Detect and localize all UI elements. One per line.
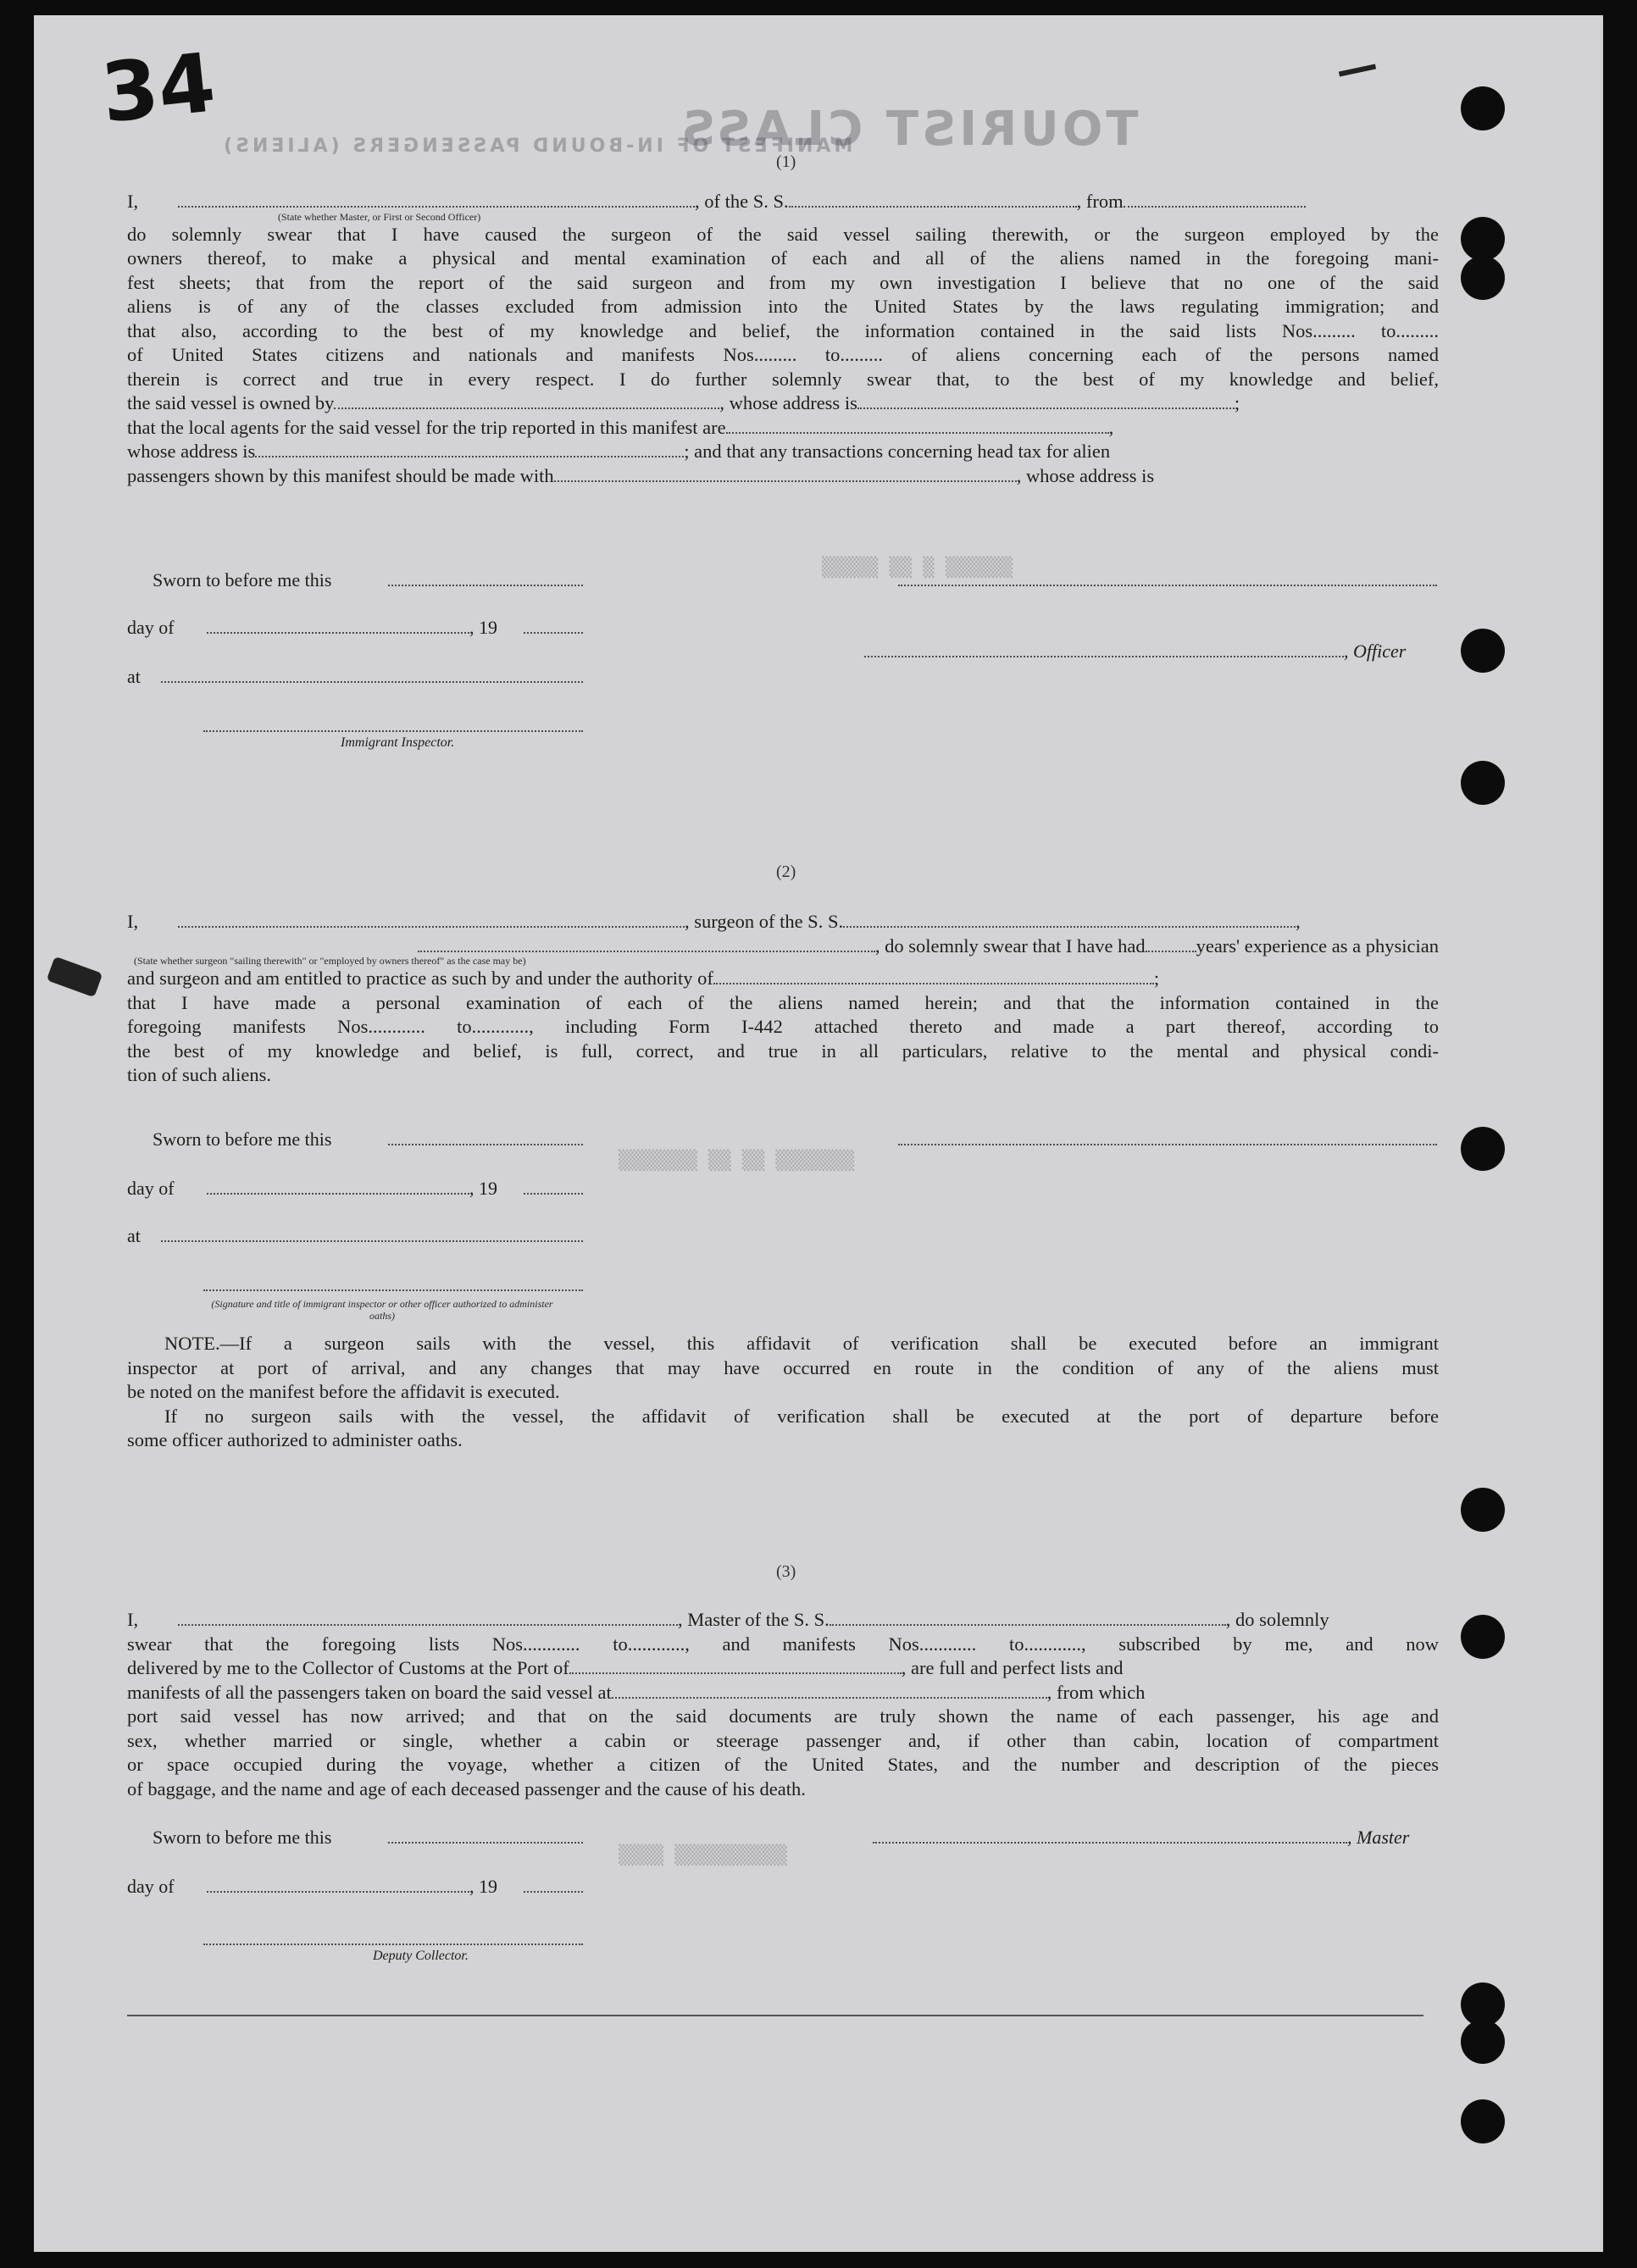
- from-port-field[interactable]: [1124, 194, 1306, 208]
- signature-note: (Signature and title of immigrant inspector or other officer authorized to administer oaths): [211, 1298, 553, 1322]
- authority-line: and surgeon and am entitled to practice as such by and under the authority of ;: [127, 968, 1160, 989]
- signature-field-1[interactable]: [898, 573, 1437, 586]
- local-agents-line: that the local agents for the said vessel for the trip reported in this manifest are ,: [127, 416, 1114, 438]
- punch-hole: [1461, 1127, 1505, 1171]
- inspector-signature-field[interactable]: [203, 718, 583, 732]
- master-label: , Master: [1347, 1827, 1410, 1848]
- day-of-label-1: day of: [127, 617, 175, 638]
- punch-hole: [1461, 256, 1505, 300]
- day-of-label-3: day of: [127, 1876, 175, 1897]
- day-of-label-2: day of: [127, 1178, 175, 1199]
- at-field-1[interactable]: [161, 669, 583, 683]
- verification-note: NOTE.—If a surgeon sails with the vessel, this affidavit of verification shall be executed before an immigrant inspector at port of arrival, and any changes that may have occurred en route in the condition of any of the aliens must be noted on the manifest before the affidavit is executed. If no surgeon sails with the vessel, the affidavit of verification shall be executed at the port of departure before some officer authorized to administer oaths.: [127, 1333, 1439, 1450]
- punch-hole: [1461, 1488, 1505, 1532]
- manifest-title-bleed: MANIFEST OF IN-BOUND PASSENGERS (ALIENS): [220, 136, 853, 157]
- years-field[interactable]: [1146, 939, 1196, 952]
- local-agents-field[interactable]: [726, 420, 1109, 434]
- owner-field[interactable]: [334, 396, 719, 409]
- sworn-field-3[interactable]: [388, 1830, 583, 1844]
- year-field-1[interactable]: [524, 620, 583, 634]
- section-2: I, , surgeon of the S. S. , , do solemnly swear that I have had years' experience as a physician (State whether surgeon "sailing therewith" or "employed by owners thereof" as the case may be) and surgeon and am entitled to practice as such by and under the authority of ; that I have made a personal examination of each of the aliens named herein; and that the information contained in the foregoing manifests Nos............ to............, including Form I-442 attached thereto and made a part thereof, according to the best of my knowledge and belief, is full, correct, and true in all particulars, relative to the mental and physical condi- tion of such aliens.: [127, 911, 1439, 1085]
- year-field-2[interactable]: [524, 1181, 583, 1195]
- authority-field[interactable]: [713, 971, 1154, 984]
- customs-port-field[interactable]: [569, 1661, 902, 1674]
- signature-field-2[interactable]: [898, 1132, 1437, 1145]
- sworn-field-1[interactable]: [388, 573, 583, 586]
- boarding-port-field[interactable]: [612, 1685, 1047, 1699]
- surgeon-name-field-2[interactable]: [418, 939, 875, 952]
- punch-hole: [1461, 2020, 1505, 2064]
- sworn-field-2[interactable]: [388, 1132, 583, 1145]
- officer-name-field[interactable]: [178, 194, 695, 208]
- inspector-label: Immigrant Inspector.: [341, 735, 455, 750]
- sworn-label-2: Sworn to before me this: [153, 1128, 332, 1150]
- bleed-through-text: ▒▒▒▒ ▒▒▒▒▒▒▒▒▒▒: [619, 1845, 787, 1866]
- at-label-2: at: [127, 1225, 141, 1246]
- manifest-page: [34, 15, 1603, 2252]
- surgeon-name-field[interactable]: [178, 914, 685, 928]
- day-field-2[interactable]: [207, 1181, 469, 1195]
- bleed-through-text: ▒▒▒▒▒▒▒ ▒▒ ▒▒ ▒▒▒▒▒▒▒: [619, 1151, 855, 1172]
- vessel-name-field[interactable]: [789, 194, 1077, 208]
- master-vessel-field[interactable]: [830, 1612, 1226, 1626]
- inspector-signature-field-2[interactable]: [203, 1278, 583, 1291]
- bottom-rule: [127, 2015, 1423, 2016]
- owner-address-field[interactable]: [857, 396, 1235, 409]
- year-label-1: , 19: [469, 617, 497, 638]
- sworn-label-1: Sworn to before me this: [153, 569, 332, 591]
- officer-signature-field[interactable]: [864, 644, 1344, 657]
- punch-hole: [1461, 217, 1505, 261]
- surgeon-vessel-field[interactable]: [843, 914, 1296, 928]
- surgeon-line: I, , surgeon of the S. S. ,: [127, 911, 1301, 932]
- agents-address-line: whose address is ; and that any transactions concerning head tax for alien: [127, 441, 1111, 462]
- master-line: I, , Master of the S. S. , do solemnly: [127, 1609, 1329, 1630]
- punch-hole: [1461, 2099, 1505, 2143]
- head-tax-contact-field[interactable]: [554, 469, 1017, 482]
- sworn-label-3: Sworn to before me this: [153, 1827, 332, 1848]
- board-line: manifests of all the passengers taken on board the said vessel at , from which: [127, 1681, 1146, 1703]
- section-1: I, , of the S. S. , from (State whether Master, or First or Second Officer) do solemnly swear that I have caused the surgeon of the said vessel sailing therewith, or the surgeon employed by the owners thereof, to make a physical and mental examination of each and all of the aliens named in the foregoing mani- fest sheets; that from the report of the said surgeon and from my own investigation I believe that no one of the said aliens is of any of the classes excluded from admission into the United States by the laws regulating immigration; and that also, according to the best of my knowledge and belief, the information contained in the said lists Nos......... to......... of United States citizens and nationals and manifests Nos......... to......... of aliens concerning each of the persons named therein is correct and true in every respect. I do further solemnly swear that, to the best of my knowledge and belief, the said vessel is owned by , whose address is ; that the local agents for the said vessel for the trip reported in this manifest are , whose address is ; and that any transactions concerning head tax for alien passengers shown by this manifest should be made with , whose address is: [127, 190, 1439, 488]
- officer-line: I, , of the S. S. , from (State whether Master, or First or Second Officer): [127, 190, 1439, 214]
- agents-address-field[interactable]: [255, 444, 684, 457]
- margin-mark: [1339, 64, 1376, 76]
- year-label-2: , 19: [469, 1178, 497, 1199]
- master-name-field[interactable]: [178, 1612, 678, 1626]
- punch-hole: [1461, 629, 1505, 673]
- section-3: I, , Master of the S. S. , do solemnly swear that the foregoing lists Nos............ to............, and manifests Nos............ to............, subscribed by me, and now delivered by me to the Collector of Customs at the Port of , are full and perfect lists and manifests of all the passengers taken on board the said vessel at , from which port said vessel has now arrived; and that on the said documents are truly shown the name of each passenger, his age and sex, whether married or single, whether a cabin or steerage passenger and, if other than cabin, location of compartment or space occupied during the voyage, whether a citizen of the United States, and the number and description of the pieces of baggage, and the name and age of each deceased passenger and the cause of his death.: [127, 1609, 1439, 1799]
- collector-signature-field[interactable]: [203, 1932, 583, 1945]
- officer-label: , Officer: [1344, 640, 1407, 662]
- year-label-3: , 19: [469, 1876, 497, 1897]
- punch-hole: [1461, 86, 1505, 130]
- bleed-through-text: ▒▒▒▒▒ ▒▒ ▒ ▒▒▒▒▒▒: [822, 557, 1013, 579]
- punch-hole: [1461, 761, 1505, 805]
- officer-note: (State whether Master, or First or Second Officer): [278, 211, 481, 223]
- passengers-line: passengers shown by this manifest should be made with , whose address is: [127, 464, 1155, 486]
- section-3-number: (3): [776, 1562, 796, 1581]
- section-2-number: (2): [776, 862, 796, 881]
- experience-line: , do solemnly swear that I have had years' experience as a physician (State whether surgeon "sailing therewith" or "employed by owners thereof" as the case may be): [134, 934, 1439, 967]
- port-line: delivered by me to the Collector of Customs at the Port of , are full and perfect lists and: [127, 1657, 1124, 1678]
- handwritten-page-number: 34: [97, 35, 220, 141]
- at-label-1: at: [127, 666, 141, 687]
- day-field-1[interactable]: [207, 620, 469, 634]
- collector-label: Deputy Collector.: [373, 1949, 469, 1963]
- owned-by-line: the said vessel is owned by , whose address is ;: [127, 392, 1240, 413]
- day-field-3[interactable]: [207, 1879, 469, 1893]
- section-1-number: (1): [776, 152, 796, 171]
- year-field-3[interactable]: [524, 1879, 583, 1893]
- punch-hole: [1461, 1615, 1505, 1659]
- tourist-class-stamp: TOURIST CLASS: [678, 102, 1139, 157]
- at-field-2[interactable]: [161, 1228, 583, 1242]
- surgeon-note: (State whether surgeon "sailing therewith" or "employed by owners thereof" as the case may be): [134, 954, 526, 967]
- master-signature-field[interactable]: [873, 1830, 1347, 1844]
- margin-mark: [47, 957, 103, 998]
